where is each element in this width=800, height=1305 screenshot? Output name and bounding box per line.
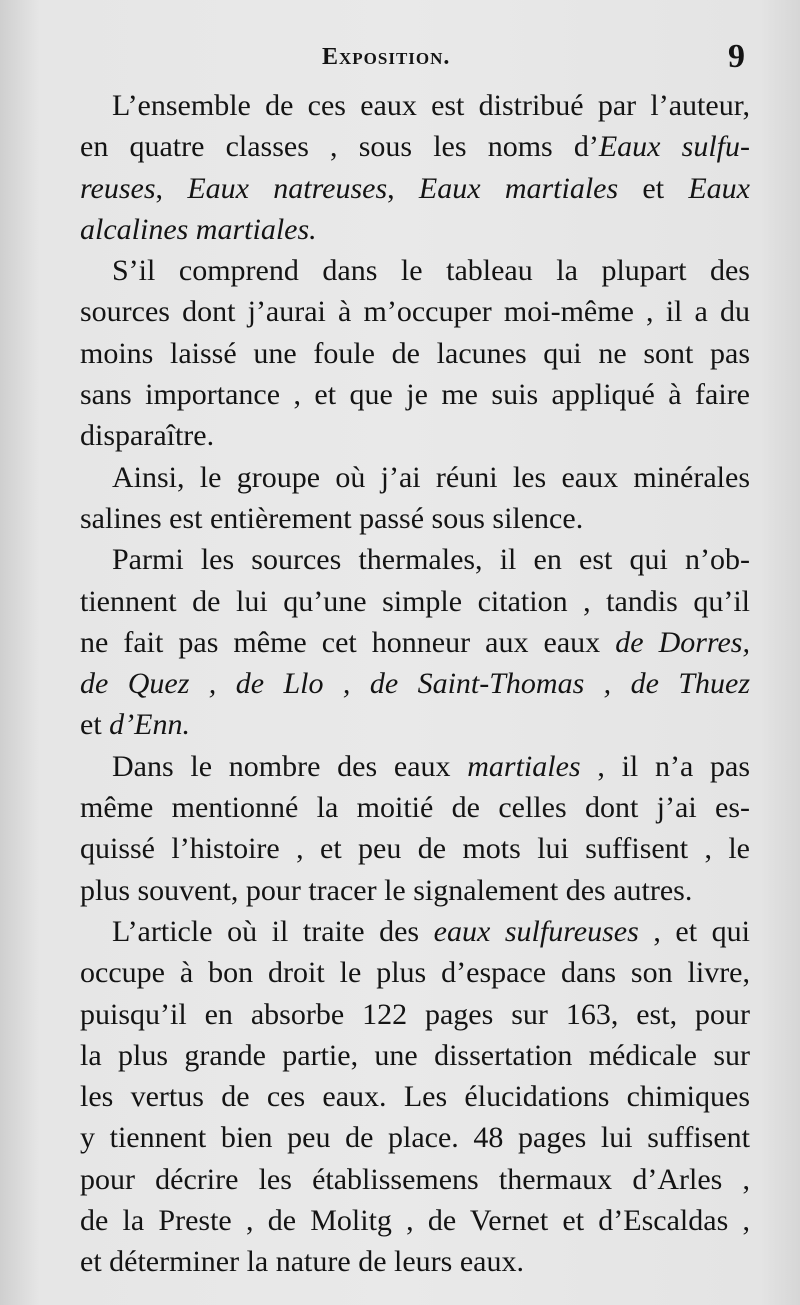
text-line	[48, 1035, 750, 1076]
italic-text: Eaux martiales	[418, 171, 619, 205]
italic-text: eaux sulfureuses	[433, 914, 639, 948]
text-line	[48, 994, 750, 1035]
text-line	[48, 911, 750, 952]
text-line	[48, 622, 750, 663]
paragraph	[48, 85, 750, 250]
running-title: Exposition.	[322, 44, 451, 70]
text-line	[48, 291, 750, 332]
text-run: ne fait pas même cet honneur aux eaux	[80, 625, 616, 659]
text-run: , et qui	[638, 914, 750, 948]
text-run: disparaître.	[80, 419, 215, 453]
text-line	[48, 1159, 750, 1200]
text-line	[48, 85, 750, 126]
text-line	[48, 704, 750, 745]
text-line	[48, 746, 750, 787]
paragraph	[48, 746, 750, 911]
paragraph	[48, 911, 750, 1283]
text-line	[48, 1241, 750, 1282]
text-run: L’article où il traite des	[112, 914, 434, 948]
text-run: et déterminer la nature de leurs eaux.	[80, 1245, 524, 1279]
text-line	[48, 952, 750, 993]
text-line	[48, 250, 750, 291]
text-run: Parmi les sources thermales, il en est qui n’ob-	[112, 543, 750, 577]
text-run: tiennent de lui qu’une simple citation , tandis qu’il	[80, 584, 750, 618]
text-run: Dans le nombre des eaux	[112, 749, 468, 783]
italic-text: Eaux natreuses	[187, 171, 388, 205]
text-line	[48, 539, 750, 580]
text-run: sources dont j’aurai à m’occuper moi-même , il a du	[80, 295, 750, 329]
text-run: ,	[155, 171, 188, 205]
italic-text: martiales	[467, 749, 581, 783]
text-run: pour décrire les établissemens thermaux d’Arles ,	[80, 1162, 750, 1196]
text-line	[48, 828, 750, 869]
text-run: y tiennent bien peu de place. 48 pages lui suffisent	[80, 1121, 750, 1155]
text-run: salines est entièrement passé sous silence.	[80, 501, 584, 535]
text-run: S’il comprend dans le tableau la plupart des	[112, 254, 750, 288]
text-line	[48, 1076, 750, 1117]
text-line	[48, 1200, 750, 1241]
text-run: ,	[387, 171, 419, 205]
page-number: 9	[728, 38, 745, 75]
text-run: Ainsi, le groupe où j’ai réuni les eaux minérales	[112, 460, 750, 494]
italic-text: de Dorres,	[615, 625, 750, 659]
text-run: de la Preste , de Molitg , de Vernet et d’Escaldas ,	[80, 1204, 750, 1238]
text-line	[48, 168, 750, 209]
text-run: plus souvent, pour tracer le signalement des autres.	[80, 873, 693, 907]
italic-text: alcalines martiales.	[80, 212, 317, 246]
text-line	[48, 787, 750, 828]
text-run: moins laissé une foule de lacunes qui ne sont pas	[80, 336, 750, 370]
text-line	[48, 209, 750, 250]
paragraph	[48, 457, 750, 540]
italic-text: Eaux	[688, 171, 750, 205]
paragraph	[48, 250, 750, 456]
body-text	[48, 85, 750, 1283]
text-run: et	[618, 171, 689, 205]
italic-text: Eaux sulfu-	[598, 130, 750, 164]
text-run: en quatre classes , sous les noms d’	[80, 130, 599, 164]
text-run: L’ensemble de ces eaux est distribué par l’auteur,	[112, 89, 750, 122]
text-line	[48, 1117, 750, 1158]
text-run: occupe à bon droit le plus d’espace dans son livre,	[80, 956, 750, 990]
text-line	[48, 126, 750, 167]
text-line	[48, 457, 750, 498]
text-line	[48, 498, 750, 539]
text-line	[48, 663, 750, 704]
running-head	[0, 38, 800, 78]
text-run: les vertus de ces eaux. Les élucidations chimiques	[80, 1080, 750, 1114]
text-run: puisqu’il en absorbe 122 pages sur 163, est, pour	[80, 997, 750, 1031]
paragraph	[48, 539, 750, 745]
text-line	[48, 870, 750, 911]
text-line	[48, 333, 750, 374]
text-run: et	[80, 708, 110, 742]
text-run: même mentionné la moitié de celles dont j’ai es-	[80, 791, 750, 825]
text-line	[48, 415, 750, 456]
italic-text: reuses	[80, 171, 156, 205]
italic-text: de Quez , de Llo , de Saint-Thomas , de Thuez	[80, 667, 750, 701]
text-line	[48, 374, 750, 415]
italic-text: d’Enn.	[109, 708, 190, 742]
text-line	[48, 581, 750, 622]
text-run: , il n’a pas	[580, 749, 750, 783]
text-run: quissé l’histoire , et peu de mots lui suffisent , le	[80, 832, 750, 866]
text-run: sans importance , et que je me suis appliqué à faire	[80, 378, 750, 412]
text-run: la plus grande partie, une dissertation médicale sur	[80, 1038, 750, 1072]
